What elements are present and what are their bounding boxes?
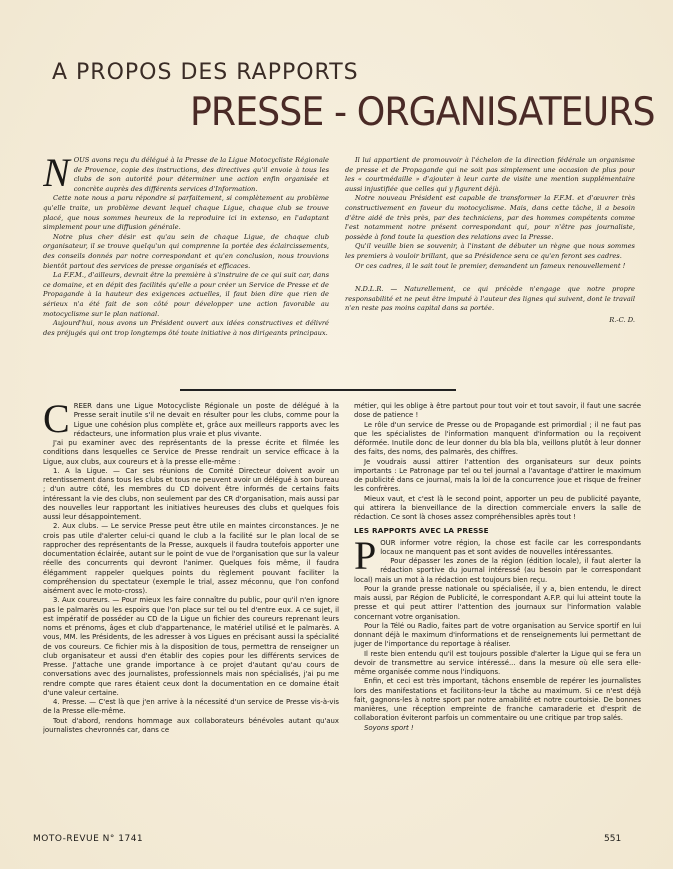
drop-cap: N xyxy=(43,156,70,195)
intro-paragraph: Aujourd'hui, nous avons un Président ouvert aux idées constructives et délivré des préjugés qui ont trop longtemps ôté toute initiative à nos dirigeants principaux. xyxy=(43,319,329,337)
body-paragraph: Je voudrais aussi attirer l'attention des organisateurs sur deux points importants : Le Patronage par tel ou tel journal a l'avantage d'attirer le maximum de publicité dans ce journal, mais la loi de la concurrence joue et risque de freiner les confrères. xyxy=(354,457,641,494)
article-title: PRESSE - ORGANISATEURS xyxy=(190,90,655,135)
body-paragraph: Enfin, et ceci est très important, tâchons ensemble de repérer les journalistes lors des manifestations et facilitons-leur la tâche au maximum. Si ce n'est déjà fait, gagnons-les à notre sport par notre amabilité et notre courtoisie. De bonnes manières, une réception empreinte de franche camaraderie et d'esprit de collaboration éviteront parfois un commentaire ou une critique par trop salés. xyxy=(354,677,641,723)
intro-left-column xyxy=(43,156,329,376)
body-paragraph: Pour la Télé ou Radio, faites part de votre organisation au Service sportif en lui donnant déjà le maximum d'informations et de renseignements lui permettant de juger de l'importance du reportage à réaliser. xyxy=(354,621,641,649)
body-paragraph: Le rôle d'un service de Presse ou de Propagande est primordial ; il ne faut pas que les spécialistes de l'information manquent d'information ou la reçoivent déformée. Inutile donc de leur donner du bla bla bla, veillons plutôt à leur donner des faits, des noms, des palmarès, des chiffres. xyxy=(354,420,641,457)
magazine-footer: MOTO-REVUE N° 1741 xyxy=(33,834,144,844)
intro-paragraph: Notre nouveau Président est capable de transformer la F.F.M. et d'œuvrer très constructivement en faveur du motocyclisme. Mais, dans cette tâche, il a besoin d'être aidé de très près, par des techniciens, par des hommes compétents comme l'est notamment notre présent correspondant qui, pour n'être pas journaliste, possède à fond toute la question des relations avec la Presse. xyxy=(345,194,635,241)
drop-cap: P xyxy=(354,532,377,578)
body-paragraph: CREER dans une Ligue Motocycliste Régionale un poste de délégué à la Presse serait inutile s'il ne devait en résulter pour les clubs, comme pour la Ligue une cohésion plus complète et, grâce aux meilleurs rapports avec les rédacteurs, une information plus vraie et plus vivante. xyxy=(43,402,339,441)
body-paragraph: Pour dépasser les zones de la région (édition locale), il faut alerter la rédaction sportive du journal intéressé (au besoin par le correspondant local) mais un mot à la rédaction est toujours bien reçu. xyxy=(354,557,641,584)
body-paragraph: Il reste bien entendu qu'il est toujours possible d'alerter la Ligue qui se fera un devoir de transmettre au service intéressé... dans la mesure où elle sera elle-même organisée comme nous l'indiquons. xyxy=(354,649,641,676)
page-number: 551 xyxy=(604,834,622,844)
body-paragraph: Pour la grande presse nationale ou spécialisée, il y a, bien entendu, le direct mais aussi, par Région de Publicité, le correspondant A.F.P. qui lui atteint toute la presse et qui peut attirer l'attention des journaux sur l'information valable concernant votre organisation. xyxy=(354,584,641,621)
body-paragraph: 2. Aux clubs. — Le service Presse peut être utile en maintes circonstances. Je ne crois pas utile d'alerter celui-ci quand le club a la facilité sur le plan local de se rapprocher des représentants de la Presse, auxquels il faudra toutefois apporter une documentation éclairée, autant sur le point de vue de l'organisation que sur la valeur réelle des concurrents qui devront l'animer. Quelques fois même, il faudra élégamment rappeler quelques points du règlement pouvant faciliter la compréhension du spectateur (exemple le trial, assez méconnu, que l'on confond aisément avec le moto-cross). xyxy=(43,522,339,595)
intro-paragraph: Il lui appartient de promouvoir à l'échelon de la direction fédérale un organisme de presse et de Propagande qui ne soit pas simplement une occasion de plus pour les « courtmédaille » d'ajouter à leur carte de visite une mention supplémentaire aussi injustifiée que celles qui y figurent déjà. xyxy=(345,156,635,193)
body-paragraph: Mieux vaut, et c'est là le second point, apporter un peu de publicité payante, qui attirera la bienveillance de la direction commerciale envers la salle de rédaction. Ce sont là choses assez compréhensibles après tout ! xyxy=(354,494,641,521)
body-paragraph: Soyons sport ! xyxy=(364,723,414,732)
intro-paragraph: La F.F.M., d'ailleurs, devrait être la première à s'instruire de ce qui suit car, dans ce domaine, et en dépit des facilités qu'elle a pour créer un Service de Presse et de Propagande à la hauteur des exigences actuelles, il faut bien dire que rien de sérieux n'a été fait de son côté pour développer une action favorable au motocyclisme sur le plan national. xyxy=(43,271,329,318)
body-left-column xyxy=(43,402,339,826)
intro-paragraph: NOUS avons reçu du délégué à la Presse de la Ligue Motocycliste Régionale de Provence, copie des instructions, des directives qu'il envoie à tous les clubs de son autorité pour déterminer une action enfin organisée et concrète auprès des différents services d'Information. xyxy=(43,156,329,195)
intro-paragraph: Or ces cadres, il le sait tout le premier, demandent un fameux renouvellement ! xyxy=(355,261,626,270)
body-paragraph: J'ai pu examiner avec des représentants de la presse écrite et filmée les conditions dans lesquelles ce Service de Presse rendrait un service efficace à la Ligue, aux clubs, aux coureurs et à la presse elle-même : xyxy=(43,439,339,466)
body-right-column xyxy=(354,402,641,826)
intro-paragraph: Cette note nous a paru répondre si parfaitement, si complètement au problème qu'elle traite, un problème devant lequel chaque Ligue, chaque club se trouve placé, que nous sommes heureux de la reproduire ici in extenso, en l'adaptant simplement pour une diffusion générale. xyxy=(43,194,329,232)
editor-signature: R.-C. D. xyxy=(609,315,635,324)
body-paragraph: 1. A la Ligue. — Car ses réunions de Comité Directeur doivent avoir un retentissement dans tous les clubs et tous ne peuvent avoir un délégué à son bureau ; d'un autre côté, les membres du CD doivent être informés de certains faits intéressant la vie des clubs, non seulement par des CR d'organisation, mais aussi par des nouvelles leur rapportant les initiatives heureuses des clubs et quelques fois aussi leur désappointement. xyxy=(43,466,339,521)
article-kicker: A PROPOS DES RAPPORTS xyxy=(52,60,359,85)
section-subheading: LES RAPPORTS AVEC LA PRESSE xyxy=(354,526,489,536)
intro-paragraph: Qu'il veuille bien se souvenir, à l'instant de débuter un règne que nous sommes les premiers à vouloir brillant, que sa Présidence sera ce qu'en feront ses cadres. xyxy=(345,242,635,260)
body-paragraph: 3. Aux coureurs. — Pour mieux les faire connaître du public, pour qu'il n'en ignore pas le palmarès ou les espoirs que l'on place sur tel ou tel d'entre eux. A ce sujet, il est impératif de posséder au CD de la Ligue un fichier des coureurs reprenant leurs noms et prénoms, âges et club d'appartenance, le matériel utilisé et le palmarès. A vous, MM. les Présidents, de les adresser à vos Ligues en précisant aussi la spécialité de vos coureurs. Ce fichier mis à la disposition de tous, permettra de renseigner un club organisateur et aussi d'en établir des copies pour les différents services de Presse. J'attache une grande importance à ce projet d'autant qu'au cours de conversations avec des journalistes, professionnels mais non spécialisés, j'ai pu me rendre compte que rares étaient ceux dont la documentation en ce domaine était d'une valeur certaine. xyxy=(43,596,339,697)
drop-cap: C xyxy=(43,402,70,441)
intro-right-column xyxy=(345,156,635,378)
body-paragraph: 4. Presse. — C'est là que j'en arrive à la nécessité d'un service de Presse vis-à-vis de la Presse elle-même. xyxy=(43,698,339,716)
body-paragraph: POUR informer votre région, la chose est facile car les correspondants locaux ne manquent pas et sont avides de nouvelles intéressantes. xyxy=(354,532,641,578)
body-paragraph: Tout d'abord, rendons hommage aux collaborateurs bénévoles autant qu'aux journalistes chevronnés car, dans ce xyxy=(43,716,339,734)
editor-note: N.D.L.R. — Naturellement, ce qui précède n'engage que notre propre responsabilité et ne peut être imputé à l'auteur des lignes qui suivent, dont le travail n'en reste pas moins capital dans sa portée. xyxy=(345,285,635,313)
intro-paragraph: Notre plus cher désir est qu'au sein de chaque Ligue, de chaque club organisateur, il se trouve quelqu'un qui comprenne la portée des éclaircissements, des conseils donnés par notre correspondant et qu'en conclusion, nous trouvions bientôt partout des services de presse organisés et efficaces. xyxy=(43,232,329,270)
section-divider xyxy=(180,389,456,391)
body-paragraph: métier, qui les oblige à être partout pour tout voir et tout savoir, il faut une sacrée dose de patience ! xyxy=(354,402,641,420)
